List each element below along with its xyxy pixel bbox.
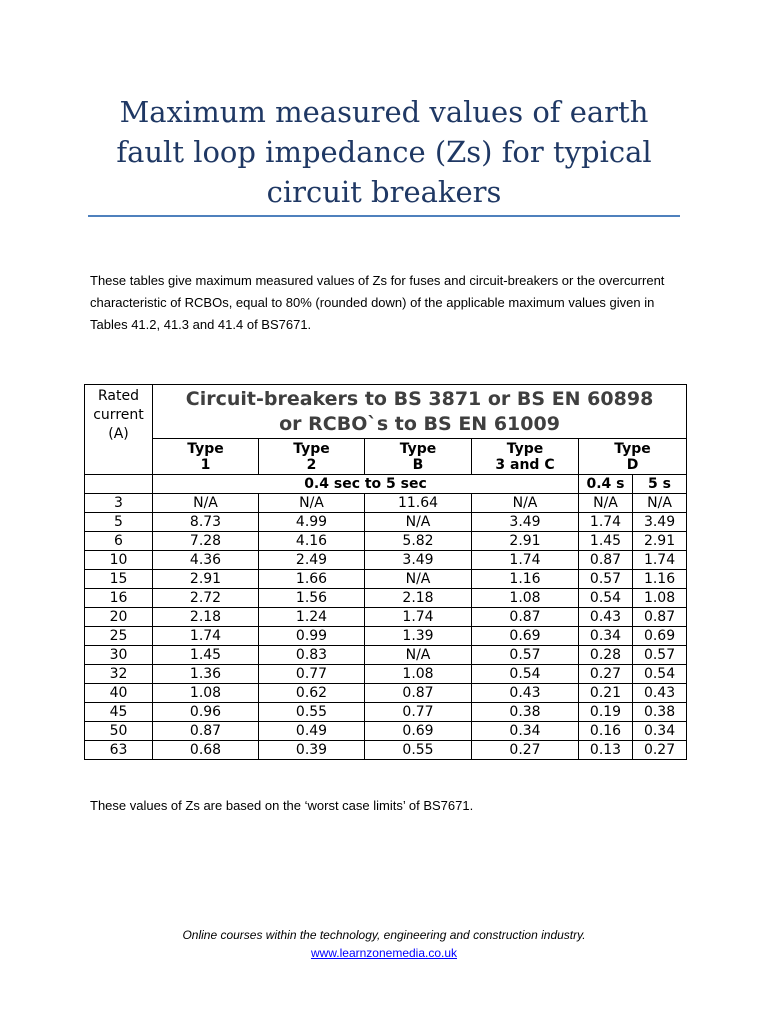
- table-row: [85, 494, 687, 513]
- type-d-04s-cell: 0.28: [579, 646, 633, 665]
- type-2-cell: 0.83: [259, 646, 365, 665]
- type-2-cell: 0.77: [259, 665, 365, 684]
- type-b-cell: 1.39: [365, 627, 472, 646]
- type-3-and-c-cell: N/A: [472, 494, 579, 513]
- rated-current-cell: 6: [85, 532, 153, 551]
- type-b-cell: N/A: [365, 570, 472, 589]
- type-d-5s-cell: 0.43: [633, 684, 687, 703]
- type-2-header: [259, 439, 365, 475]
- type-d-5s-cell: 0.69: [633, 627, 687, 646]
- table-row: [85, 684, 687, 703]
- type-header-code: 2: [306, 457, 317, 473]
- type-header-code: B: [412, 457, 424, 473]
- type-3-and-c-cell: 2.91: [472, 532, 579, 551]
- type-2-cell: 1.56: [259, 589, 365, 608]
- type-1-cell: 2.18: [153, 608, 259, 627]
- type-header-word: Type: [187, 441, 224, 457]
- table-row: [85, 722, 687, 741]
- type-d-04s-cell: 1.45: [579, 532, 633, 551]
- type-3-and-c-cell: 0.34: [472, 722, 579, 741]
- type-1-cell: 1.36: [153, 665, 259, 684]
- table-row: [85, 589, 687, 608]
- rated-current-cell: 3: [85, 494, 153, 513]
- type-b-cell: 2.18: [365, 589, 472, 608]
- rated-current-cell: 25: [85, 627, 153, 646]
- title-divider: [88, 215, 680, 217]
- table-row: [85, 570, 687, 589]
- type-1-cell: 4.36: [153, 551, 259, 570]
- type-3-and-c-cell: 1.74: [472, 551, 579, 570]
- type-1-cell: 2.91: [153, 570, 259, 589]
- time-d-long-header: 5 s: [633, 475, 687, 494]
- type-header-code: 1: [200, 457, 211, 473]
- type-header-row: [85, 439, 687, 475]
- type-d-04s-cell: 1.74: [579, 513, 633, 532]
- rated-current-cell: 45: [85, 703, 153, 722]
- type-2-cell: 0.39: [259, 741, 365, 760]
- type-d-5s-cell: 0.54: [633, 665, 687, 684]
- type-d-04s-cell: 0.54: [579, 589, 633, 608]
- type-1-cell: 0.87: [153, 722, 259, 741]
- type-d-5s-cell: 0.57: [633, 646, 687, 665]
- table-row: [85, 646, 687, 665]
- rated-current-cell: 10: [85, 551, 153, 570]
- rated-current-cell: 15: [85, 570, 153, 589]
- type-b-cell: 0.69: [365, 722, 472, 741]
- type-2-cell: 2.49: [259, 551, 365, 570]
- type-d-04s-cell: 0.13: [579, 741, 633, 760]
- type-d-04s-cell: 0.57: [579, 570, 633, 589]
- type-d-5s-cell: 0.27: [633, 741, 687, 760]
- type-b-cell: 0.77: [365, 703, 472, 722]
- table-row: [85, 551, 687, 570]
- type-1-cell: 0.68: [153, 741, 259, 760]
- type-2-cell: 4.99: [259, 513, 365, 532]
- table-row: [85, 665, 687, 684]
- table-row: [85, 703, 687, 722]
- circuit-breaker-header-line1: Circuit-breakers to BS 3871 or BS EN 60898: [185, 388, 654, 410]
- type-2-cell: 0.99: [259, 627, 365, 646]
- rated-current-cell: 63: [85, 741, 153, 760]
- type-d-04s-cell: 0.87: [579, 551, 633, 570]
- type-b-cell: 1.74: [365, 608, 472, 627]
- type-2-cell: 0.55: [259, 703, 365, 722]
- table-row: [85, 627, 687, 646]
- time-header-row: [85, 475, 687, 494]
- time-d-short-header: 0.4 s: [579, 475, 633, 494]
- type-d-5s-cell: 3.49: [633, 513, 687, 532]
- type-3-and-c-cell: 0.87: [472, 608, 579, 627]
- table-row: [85, 741, 687, 760]
- type-3-and-c-cell: 0.27: [472, 741, 579, 760]
- type-2-cell: N/A: [259, 494, 365, 513]
- type-b-cell: 1.08: [365, 665, 472, 684]
- rated-current-header: Rated current (A): [85, 385, 153, 475]
- type-3-and-c-cell: 0.69: [472, 627, 579, 646]
- rated-current-cell: 5: [85, 513, 153, 532]
- type-1-cell: 1.74: [153, 627, 259, 646]
- type-d-5s-cell: N/A: [633, 494, 687, 513]
- type-d-5s-cell: 1.74: [633, 551, 687, 570]
- rated-current-cell: 16: [85, 589, 153, 608]
- circuit-breaker-header: [153, 385, 687, 439]
- type-d-5s-cell: 0.38: [633, 703, 687, 722]
- type-3-and-c-cell: 0.38: [472, 703, 579, 722]
- type-b-cell: N/A: [365, 513, 472, 532]
- type-b-cell: 3.49: [365, 551, 472, 570]
- rated-current-cell: 20: [85, 608, 153, 627]
- type-header-word: Type: [506, 441, 544, 457]
- page-title: Maximum measured values of earth fault loop impedance (Zs) for typical circuit breakers: [116, 95, 652, 209]
- type-header-word: Type: [293, 441, 330, 457]
- type-d-5s-cell: 0.87: [633, 608, 687, 627]
- rated-current-cell: 32: [85, 665, 153, 684]
- type-b-cell: 5.82: [365, 532, 472, 551]
- type-2-cell: 1.66: [259, 570, 365, 589]
- type-header-word: Type: [614, 441, 651, 457]
- type-2-cell: 1.24: [259, 608, 365, 627]
- type-3-and-c-cell: 3.49: [472, 513, 579, 532]
- type-b-cell: 0.55: [365, 741, 472, 760]
- type-1-cell: 8.73: [153, 513, 259, 532]
- table-row: [85, 513, 687, 532]
- time-range-header: 0.4 sec to 5 sec: [153, 475, 579, 494]
- type-3-and-c-cell: 0.43: [472, 684, 579, 703]
- type-3-and-c-cell: 1.16: [472, 570, 579, 589]
- type-b-cell: 11.64: [365, 494, 472, 513]
- table-header-row: [85, 385, 687, 439]
- empty-cell: [85, 475, 153, 494]
- type-d-5s-cell: 1.08: [633, 589, 687, 608]
- type-b-cell: 0.87: [365, 684, 472, 703]
- closing-note: These values of Zs are based on the ‘worst case limits’ of BS7671.: [90, 798, 474, 813]
- website-link[interactable]: www.learnzonemedia.co.uk: [310, 946, 458, 960]
- type-3-and-c-header: [472, 439, 579, 475]
- type-d-04s-cell: 0.19: [579, 703, 633, 722]
- footer-link-line: [0, 944, 768, 962]
- rated-current-cell: 30: [85, 646, 153, 665]
- type-d-04s-cell: N/A: [579, 494, 633, 513]
- intro-paragraph: These tables give maximum measured values of Zs for fuses and circuit-breakers or the overcurrent characteristic of RCBOs, equal to 80% (rounded down) of the applicable maximum values given in Tables 41.2, 41.3 and 41.4 of BS7671.: [90, 273, 665, 332]
- type-d-04s-cell: 0.34: [579, 627, 633, 646]
- type-d-5s-cell: 0.34: [633, 722, 687, 741]
- zs-table: [84, 384, 687, 760]
- type-header-code: D: [626, 457, 639, 473]
- table-row: [85, 608, 687, 627]
- type-2-cell: 0.49: [259, 722, 365, 741]
- type-d-5s-cell: 1.16: [633, 570, 687, 589]
- type-header-code: 3 and C: [495, 457, 555, 473]
- type-1-cell: 7.28: [153, 532, 259, 551]
- type-header-word: Type: [399, 441, 437, 457]
- type-1-cell: 2.72: [153, 589, 259, 608]
- type-3-and-c-cell: 0.57: [472, 646, 579, 665]
- type-1-cell: 0.96: [153, 703, 259, 722]
- type-d-04s-cell: 0.27: [579, 665, 633, 684]
- type-1-header: [153, 439, 259, 475]
- type-d-04s-cell: 0.21: [579, 684, 633, 703]
- type-d-04s-cell: 0.43: [579, 608, 633, 627]
- type-3-and-c-cell: 0.54: [472, 665, 579, 684]
- table-row: [85, 532, 687, 551]
- type-1-cell: N/A: [153, 494, 259, 513]
- type-b-cell: N/A: [365, 646, 472, 665]
- type-d-04s-cell: 0.16: [579, 722, 633, 741]
- type-2-cell: 4.16: [259, 532, 365, 551]
- footer-tagline: Online courses within the technology, engineering and construction industry.: [182, 928, 586, 942]
- rated-current-cell: 50: [85, 722, 153, 741]
- type-d-5s-cell: 2.91: [633, 532, 687, 551]
- type-2-cell: 0.62: [259, 684, 365, 703]
- circuit-breaker-header-line2: or RCBO`s to BS EN 61009: [279, 413, 560, 435]
- type-1-cell: 1.45: [153, 646, 259, 665]
- rated-current-cell: 40: [85, 684, 153, 703]
- type-d-header: [579, 439, 687, 475]
- type-1-cell: 1.08: [153, 684, 259, 703]
- type-b-header: [365, 439, 472, 475]
- type-3-and-c-cell: 1.08: [472, 589, 579, 608]
